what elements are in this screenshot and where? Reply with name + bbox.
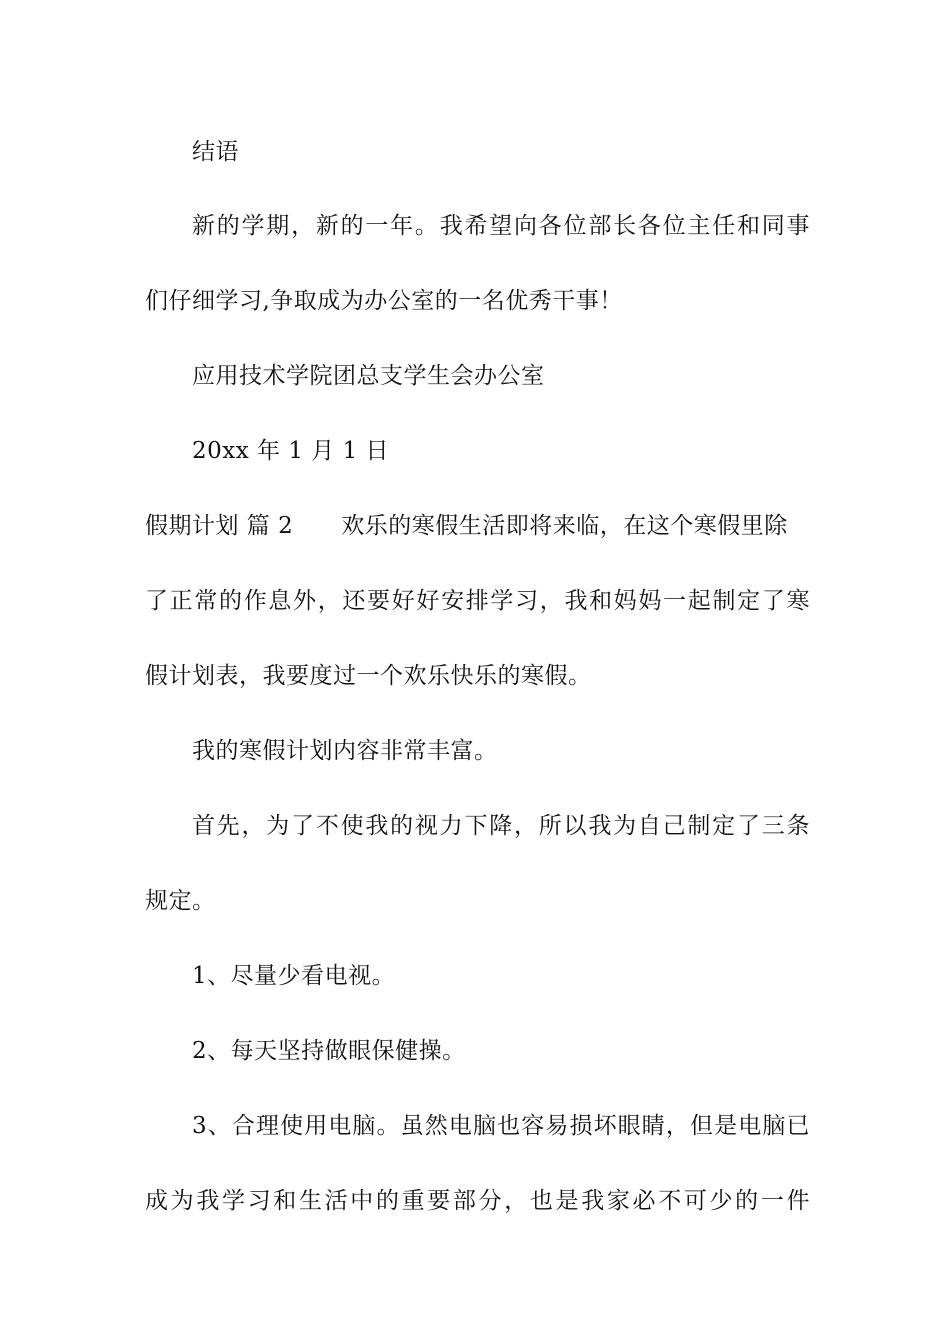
rule-1: 1、尽量少看电视。: [192, 963, 396, 989]
paragraph-eyesight-line-1: 首先，为了不使我的视力下降，所以我为自己制定了三条: [192, 813, 810, 839]
rule-2: 2、每天坚持做眼保健操。: [192, 1038, 466, 1064]
signature-organization: 应用技术学院团总支学生会办公室: [192, 363, 545, 389]
rule-3-line-2: 成为我学习和生活中的重要部分，也是我家必不可少的一件: [145, 1188, 810, 1214]
rule-3-line-1: 3、合理使用电脑。虽然电脑也容易损坏眼睛，但是电脑已: [192, 1113, 810, 1139]
section-first-line: [145, 511, 810, 541]
section-paragraph-line-2: 了正常的作息外，还要好好安排学习，我和妈妈一起制定了寒: [145, 588, 810, 614]
paragraph-plan-content: 我的寒假计划内容非常丰富。: [192, 738, 498, 764]
closing-heading: 结语: [192, 139, 239, 165]
section-title: 假期计划 篇 2: [145, 513, 294, 539]
signature-date: 20xx 年 1 月 1 日: [192, 438, 390, 464]
paragraph-eyesight-line-2: 规定。: [145, 888, 216, 914]
section-paragraph-line-1: 欢乐的寒假生活即将来临，在这个寒假里除: [341, 513, 788, 539]
closing-paragraph-line-2: 们仔细学习,争取成为办公室的一名优秀干事！: [145, 288, 623, 314]
closing-paragraph-line-1: 新的学期，新的一年。我希望向各位部长各位主任和同事: [192, 213, 810, 239]
section-paragraph-line-3: 假计划表，我要度过一个欢乐快乐的寒假。: [145, 663, 592, 689]
